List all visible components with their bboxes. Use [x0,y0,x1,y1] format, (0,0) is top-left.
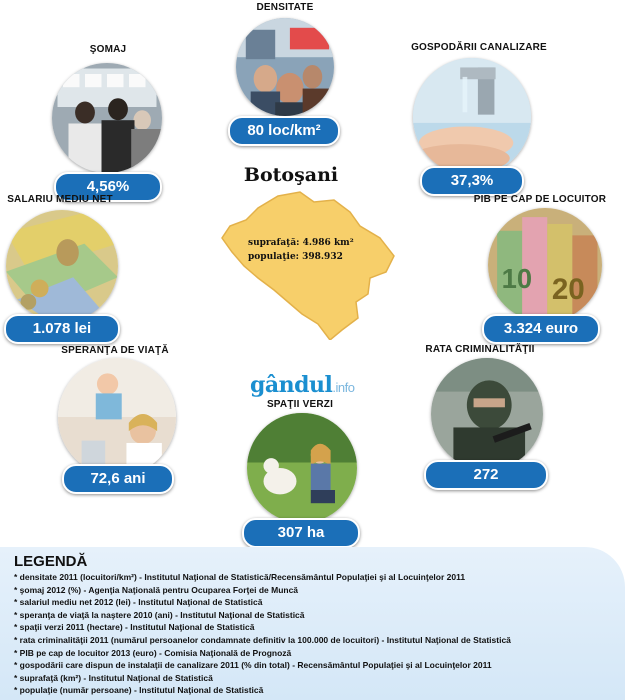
legend-item: * speranţa de viaţă la naştere 2010 (ani) - Institutul Naţional de Statistică [14,609,305,620]
county-shape [222,192,394,340]
gandul-logo [250,372,354,398]
value-badge-somaj: 4,56% [54,172,162,202]
legend-title: LEGENDĂ [14,553,88,570]
legend-item: * suprafaţă (km²) - Institutul Naţional de Statistică [14,672,213,683]
logo-suffix: .info [332,380,355,395]
county-population: populaţie: 398.932 [248,252,343,262]
lei-banknotes-photo [6,210,118,322]
tap-water-photo [413,58,531,176]
stat-title-gospodarii: GOSPODĂRII CANALIZARE [411,42,547,53]
stat-title-densitate: DENSITATE [256,2,314,13]
masked-burglar-photo [431,358,543,470]
value-badge-salariu: 1.078 lei [4,314,120,344]
legend-item: * şomaj 2012 (%) - Agenţia Naţională pentru Ocuparea Forţei de Muncă [14,584,299,595]
legend-item: * rata criminalităţii 2011 (numărul persoanelor condamnate definitiv la 100.000 de locuitori) - Institutul Naţional de Statistică [14,634,511,645]
logo-main: gândul [250,372,333,398]
woman-dog-park-photo [247,413,357,523]
stat-title-salariu: SALARIU MEDIU NET [7,194,113,205]
value-badge-pib: 3.324 euro [482,314,600,344]
stat-title-speranta: SPERANŢA DE VIAŢĂ [61,345,169,356]
county-surface: suprafaţă: 4.986 km² [248,238,354,248]
street-crowd-photo [236,18,334,116]
value-badge-criminalitate: 272 [424,460,548,490]
legend-item: * spaţii verzi 2011 (hectare) - Institutul Naţional de Statistică [14,622,255,633]
county-map [218,190,396,340]
svg-text:20: 20 [551,273,585,307]
value-badge-densitate: 80 loc/km² [228,116,340,146]
legend-panel [0,547,625,700]
svg-text:10: 10 [501,262,533,294]
legend-item: * PIB pe cap de locuitor 2013 (euro) - Comisia Naţională de Prognoză [14,647,292,658]
legend-item: * populaţie (număr persoane) - Institutul Naţional de Statistică [14,685,264,696]
stat-title-criminalitate: RATA CRIMINALITĂŢII [425,344,535,355]
legend-item: * gospodării care dispun de instalaţii de canalizare 2011 (% din total) - Recensământul Populaţiei şi al Locuinţelor 2011 [14,660,492,671]
county-outline-shape [218,190,396,340]
stat-title-somaj: ŞOMAJ [89,44,127,55]
value-badge-spatii: 307 ha [242,518,360,548]
legend-item: * densitate 2011 (locuitori/km²) - Institutul Naţional de Statistică/Recensământul Populaţiei şi al Locuinţelor 2011 [14,572,466,582]
value-badge-speranta: 72,6 ani [62,464,174,494]
value-badge-gospodarii: 37,3% [420,166,524,196]
county-title: Botoşani [243,164,339,186]
job-board-photo [52,63,162,173]
stat-title-pib: PIB PE CAP DE LOCUITOR [473,194,607,205]
stat-title-spatii: SPAŢII VERZI [266,399,334,410]
legend-item: * salariul mediu net 2012 (lei) - Institutul Naţional de Statistică [14,597,263,608]
mother-baby-photo [58,358,176,476]
euro-banknotes-photo [488,208,602,322]
